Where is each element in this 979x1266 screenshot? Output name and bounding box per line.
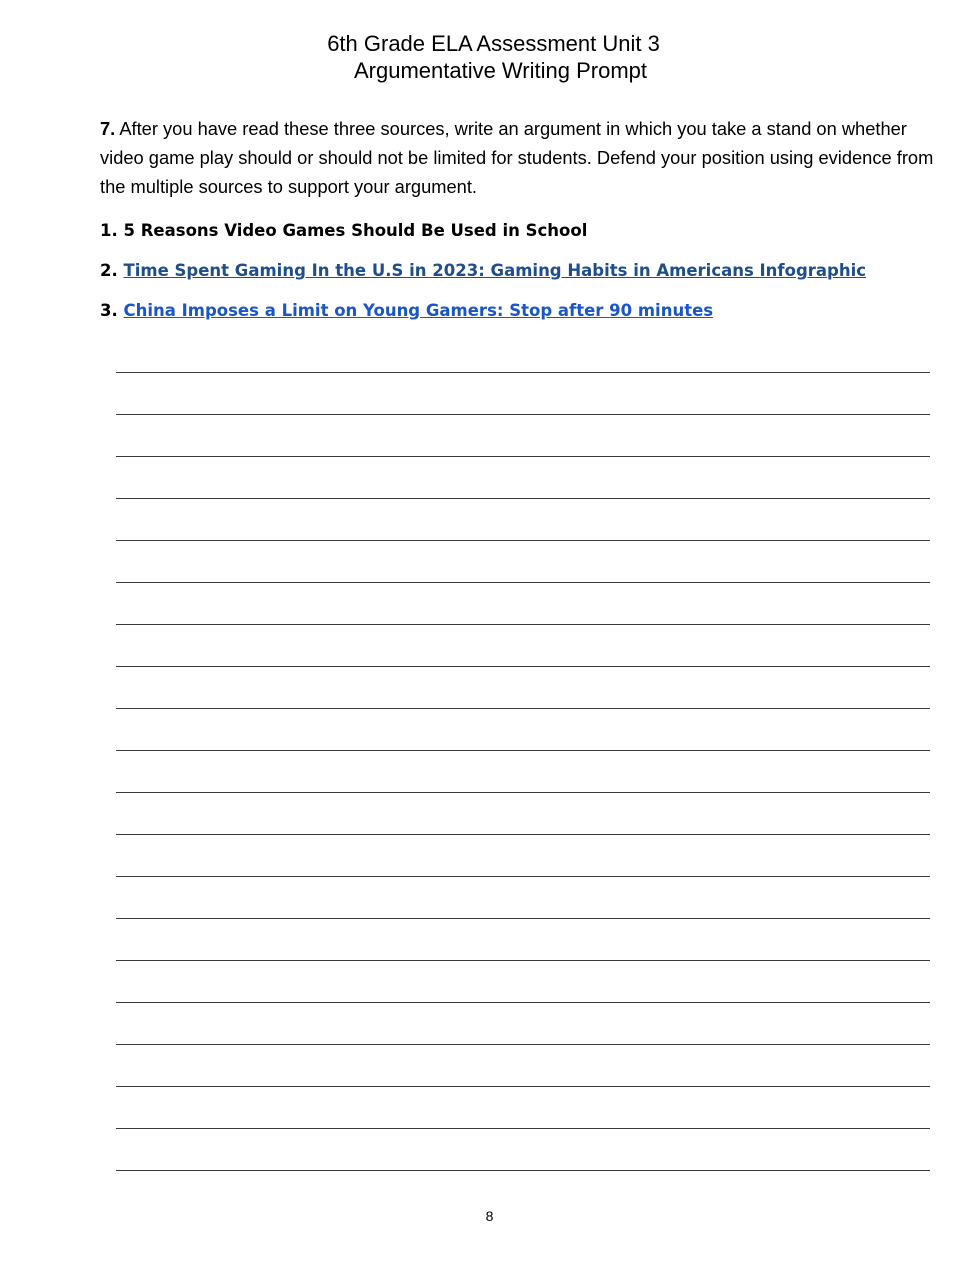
answer-line[interactable] (116, 666, 930, 667)
document-subtitle: Argumentative Writing Prompt (353, 58, 648, 83)
prompt-number: 7. (100, 118, 116, 139)
source-item-2 (100, 260, 866, 282)
page-number: 8 (485, 1208, 494, 1224)
answer-line[interactable] (116, 498, 930, 499)
answer-line[interactable] (116, 960, 930, 961)
answer-line[interactable] (116, 1086, 930, 1087)
answer-line[interactable] (116, 1170, 930, 1171)
answer-line[interactable] (116, 876, 930, 877)
answer-line[interactable] (116, 582, 930, 583)
answer-line[interactable] (116, 414, 930, 415)
answer-line[interactable] (116, 1128, 930, 1129)
document-title: 6th Grade ELA Assessment Unit 3 (327, 31, 660, 56)
answer-line[interactable] (116, 792, 930, 793)
source-number: 3. (100, 301, 118, 320)
answer-line[interactable] (116, 372, 930, 373)
answer-line[interactable] (116, 1044, 930, 1045)
answer-line[interactable] (116, 624, 930, 625)
answer-line[interactable] (116, 1002, 930, 1003)
answer-line[interactable] (116, 834, 930, 835)
source-item-3 (100, 300, 713, 322)
source-title: 5 Reasons Video Games Should Be Used in School (123, 221, 588, 240)
prompt-text: After you have read these three sources, write an argument in which you take a stand on whether video game play should or should not be limited for students. Defend your position using evidence from the multiple sources to support your argument. (100, 118, 934, 197)
answer-line[interactable] (116, 540, 930, 541)
answer-line[interactable] (116, 918, 930, 919)
answer-line[interactable] (116, 750, 930, 751)
source-link[interactable]: Time Spent Gaming In the U.S in 2023: Gaming Habits in Americans Infographic (123, 261, 867, 280)
writing-prompt (100, 114, 940, 201)
source-link[interactable]: China Imposes a Limit on Young Gamers: Stop after 90 minutes (123, 301, 714, 320)
source-number: 2. (100, 261, 118, 280)
source-item-1 (100, 220, 587, 242)
answer-line[interactable] (116, 708, 930, 709)
source-number: 1. (100, 221, 118, 240)
answer-line[interactable] (116, 456, 930, 457)
